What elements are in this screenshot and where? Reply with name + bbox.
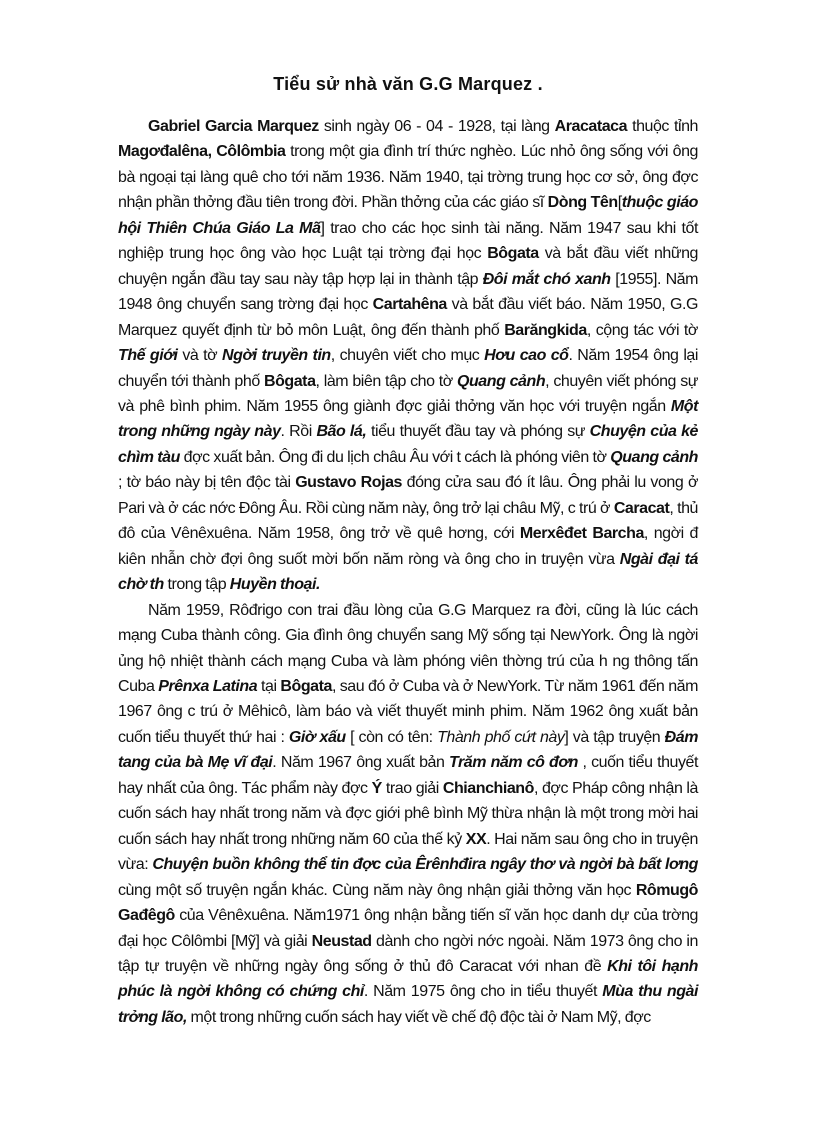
- bold-term: Bôgata: [263, 372, 316, 390]
- text-run: đợc xuất bản. Ông đi du lịch châu Âu với t cách là phóng viên tờ: [179, 448, 611, 466]
- work-title: Khi tôi hạnh phúc là ngời không có chứng chỉ: [118, 957, 698, 1001]
- text-run: trong tập: [163, 576, 230, 594]
- text-run: tại: [257, 677, 281, 695]
- paragraph-2-content: [118, 602, 698, 1026]
- bold-term: Neustad: [311, 932, 372, 950]
- document-body: [118, 114, 698, 1030]
- bold-term: Dòng Tên: [547, 194, 618, 212]
- work-title: Mùa thu ngài trởng lão,: [118, 983, 698, 1026]
- work-title: Một trong những ngày này: [118, 397, 698, 441]
- bold-term: Barăngkida: [504, 321, 587, 339]
- text-run: trong một gia đình trí thức nghèo. Lúc nhỏ ông sống với ông bà ngoại tại làng quê cho tới năm 1936. Năm 1940, tại trờng trung học cơ sở, ông đợc nhận phần thởng đầu tiên trong đời. Phần thởng của các giáo sĩ: [118, 143, 698, 212]
- work-title: Ngài đại tá chờ th: [118, 550, 698, 594]
- work-title: Quang cảnh: [456, 372, 546, 390]
- text-run: tiểu thuyết đầu tay và phóng sự: [366, 423, 590, 441]
- bold-term: Bôgata: [487, 245, 539, 263]
- work-title: Đám tang của bà Mẹ vĩ đại: [118, 728, 698, 772]
- text-run: , cuốn tiểu thuyết hay nhất của ông. Tác phẩm này đợc: [118, 754, 698, 797]
- bold-term: Ý: [371, 779, 382, 797]
- text-run: , cộng tác với tờ: [586, 321, 698, 339]
- text-run: . Năm 1975 ông cho in tiểu thuyết: [363, 983, 603, 1001]
- work-title: Chuyện của kẻ chìm tàu: [118, 423, 698, 466]
- text-run: cùng một số truyện ngắn khác. Cùng năm này ông nhận giải thởng văn học: [118, 881, 636, 899]
- work-title: Chuyện buồn không thể tin đợc của Êrênhđira ngây thơ và ngời bà bất lơng: [152, 856, 698, 874]
- work-title: Huyền thoại.: [229, 576, 320, 594]
- text-run: ] trao cho các học sinh tài năng. Năm 1947 sau khi tốt nghiệp trung học ông vào học Luật tại trờng đại học: [118, 219, 698, 263]
- bold-term: Aracataca: [554, 118, 628, 135]
- bold-term: Gustavo Rojas: [295, 474, 402, 492]
- text-run: . Hai năm sau ông cho in truyện vừa:: [118, 830, 698, 874]
- bold-term: Caracat: [613, 499, 670, 517]
- text-run: [ còn có tên:: [345, 728, 438, 746]
- text-run: thuộc tỉnh: [627, 118, 698, 135]
- work-title: Prênxa Latina: [158, 677, 258, 695]
- text-run: [1955]. Năm 1948 ông chuyển sang trờng đại học: [118, 270, 699, 314]
- text-run: Năm 1959, Rôđrigo con trai đầu lòng của G.G Marquez ra đời, cũng là lúc cách mạng Cuba thành công. Gia đình ông chuyển sang Mỹ sống tại NewYork. Ông là ngời ủng hộ nhiệt thành cách mạng Cuba và làm phóng viên thờng trú của h ng thông tấn Cuba: [118, 601, 698, 695]
- text-run: . Năm 1967 ông xuất bản: [272, 754, 449, 772]
- work-title: Thế giới: [118, 347, 178, 365]
- work-title: Trăm năm cô đơn: [449, 754, 578, 772]
- bold-term: Rômugô Gađêgô: [118, 881, 698, 925]
- text-run: , thủ đô của Vênêxuêna. Năm 1958, ông trở về quê hơng, cới: [118, 499, 698, 543]
- text-run: trao giải: [381, 779, 443, 797]
- text-run: , ngời đ kiên nhẫn chờ đợi ông suốt mời bốn năm ròng và ông cho in truyện vừa: [118, 525, 698, 568]
- bold-term: Merxêđet Barcha: [519, 525, 644, 543]
- text-run: của Vênêxuêna. Năm1971 ông nhận bằng tiến sĩ văn học danh dự của trờng đại học Côlômbi [Mỹ] và giải: [118, 907, 698, 950]
- text-run: , đợc Pháp công nhận là cuốn sách hay nhất trong năm và đợc giới phê bình Mỹ thừa nhận là một trong mời hai cuốn sách hay nhất trong những năm 60 của thế kỷ: [118, 779, 698, 848]
- bold-term: Bôgata: [280, 677, 332, 695]
- text-run: , chuyên viết cho mục: [330, 347, 485, 365]
- work-title: Bão lá,: [316, 423, 367, 441]
- work-title: thuộc giáo hội Thiên Chúa Giáo La Mã: [118, 194, 698, 237]
- bold-term: Gabriel Garcia Marquez: [148, 118, 319, 135]
- text-run: và bắt đầu viết những chuyện ngắn đầu tay sau này tập hợp lại in thành tập: [118, 245, 699, 288]
- work-title: Quang cảnh: [610, 448, 698, 466]
- text-run: đóng cửa sau đó ít lâu. Ông phải lu vong ở Pari và ở các nớc Đông Âu. Rồi cùng năm này, ông trở lại châu Mỹ, c trú ở: [118, 474, 698, 517]
- text-run: một trong những cuốn sách hay viết về chế độ độc tài ở Nam Mỹ, đợc: [186, 1008, 651, 1026]
- work-title: Hơu cao cổ: [484, 347, 569, 365]
- italic-text: Thành phố cứt này: [437, 728, 565, 746]
- text-run: dành cho ngời nớc ngoài. Năm 1973 ông cho in tập tự truyện về những ngày ông sống ở thủ đô Caracat với nhan đề: [118, 932, 698, 975]
- work-title: Đôi mắt chó xanh: [482, 270, 611, 288]
- text-run: và tờ: [177, 347, 223, 365]
- text-run: . Rồi: [280, 423, 317, 441]
- text-run: [: [617, 194, 622, 212]
- bold-term: Cartahêna: [372, 296, 447, 314]
- work-title: Giờ xấu: [288, 728, 346, 746]
- text-run: , sau đó ở Cuba và ở NewYork. Từ năm 1961 đến năm 1967 ông c trú ở Mêhicô, làm báo và viết thuyết minh phim. Năm 1962 ông xuất bản cuốn tiểu thuyết thứ hai :: [118, 677, 698, 746]
- paragraph-2: [118, 598, 698, 1031]
- work-title: Ngời truyền tin: [222, 347, 331, 365]
- bold-term: Magơđalêna, Côlômbia: [118, 143, 286, 161]
- page-title: Tiểu sử nhà văn G.G Marquez .: [273, 74, 543, 94]
- paragraph-1: [118, 114, 698, 598]
- bold-term: XX: [465, 830, 487, 848]
- text-run: , làm biên tập cho tờ: [315, 372, 457, 390]
- paragraph-1-content: [118, 118, 698, 593]
- text-run: sinh ngày 06 - 04 - 1928, tại làng: [318, 118, 555, 135]
- bold-term: Chianchianô: [442, 779, 534, 797]
- text-run: , chuyên viết phóng sự và phê bình phim. Năm 1955 ông giành đợc giải thởng văn học với truyện ngắn: [118, 372, 698, 415]
- text-run: . Năm 1954 ông lại chuyển tới thành phố: [118, 347, 698, 390]
- text-run: ] và tập truyện: [564, 728, 665, 746]
- text-run: ; tờ báo này bị tên độc tài: [118, 474, 296, 492]
- text-run: và bắt đầu viết báo. Năm 1950, G.G Marquez quyết định từ bỏ môn Luật, ông đến thành phố: [118, 296, 698, 339]
